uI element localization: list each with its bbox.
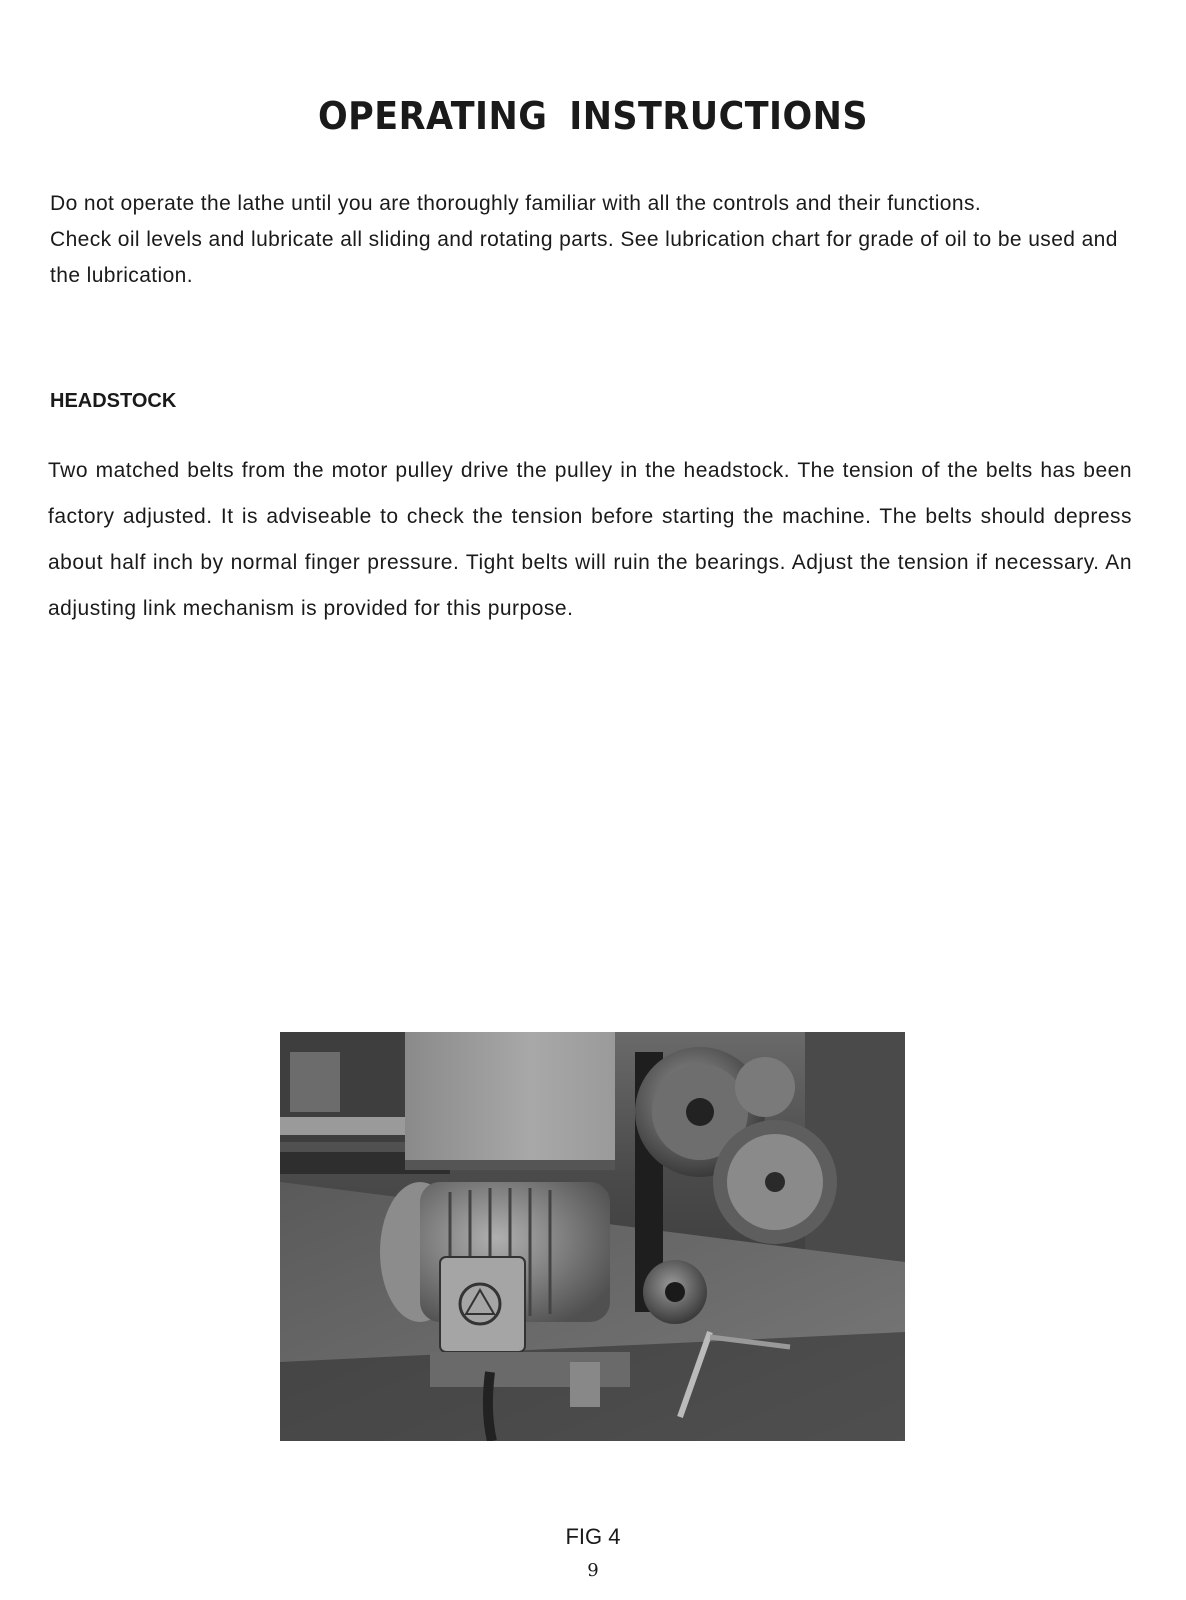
intro-paragraph-2: Check oil levels and lubricate all sliding and rotating parts. See lubrication chart for grade of oil to be used and the lubrication. (50, 228, 1118, 287)
section-body-paragraph: Two matched belts from the motor pulley drive the pulley in the headstock. The tension of the belts has been factory adjusted. It is adviseable to check the tension before starting the machine. The belts should depress about half inch by normal finger pressure. Tight belts will ruin the bearings. Adjust the tension if necessary. An adjusting link mechanism is provided for this purpose. (48, 459, 1132, 620)
page-title: OPERATING INSTRUCTIONS (317, 94, 869, 138)
intro-section (50, 186, 1130, 294)
intro-paragraph-1: Do not operate the lathe until you are thoroughly familiar with all the controls and their functions. (50, 192, 982, 215)
page-number: 9 (587, 1560, 599, 1581)
figure-caption: FIG 4 (565, 1524, 621, 1549)
section-heading: HEADSTOCK (50, 390, 177, 412)
figure-photo (280, 1032, 905, 1441)
lathe-motor-photo (280, 1032, 905, 1441)
